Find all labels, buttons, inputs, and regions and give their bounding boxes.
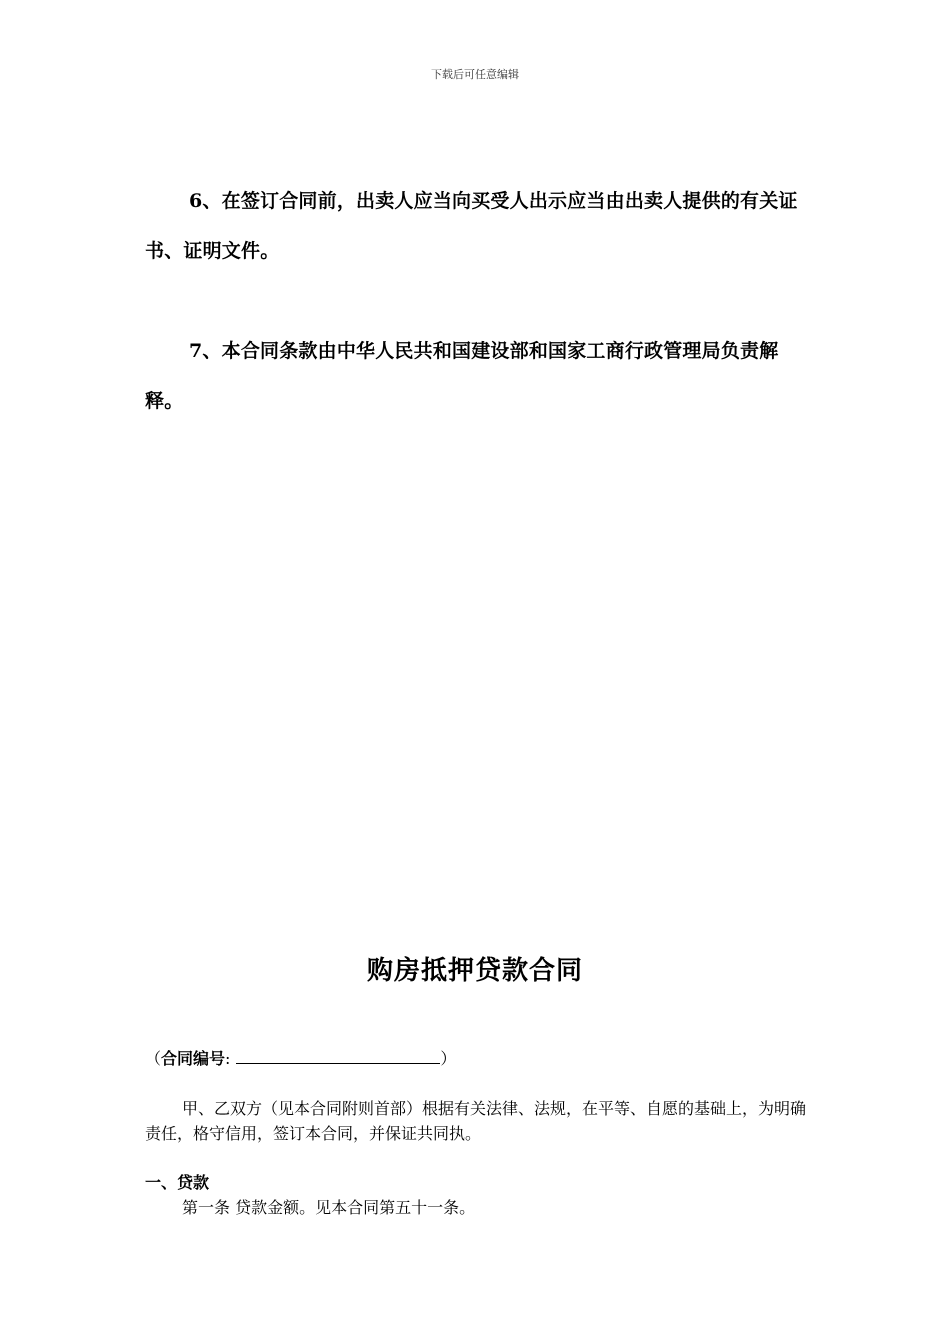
contract-number-open-paren: （: [145, 1049, 162, 1068]
contract-number-blank: [236, 1049, 440, 1064]
contract-preamble: 甲、乙双方（见本合同附则首部）根据有关法律、法规，在平等、自愿的基础上，为明确责任，格守信用，签订本合同，并保证共同执。: [145, 1099, 807, 1143]
contract-number-colon: :: [225, 1049, 231, 1068]
clause-6: 6、在签订合同前，出卖人应当向买受人出示应当由出卖人提供的有关证书、证明文件。: [145, 190, 798, 262]
contract-number-line: [145, 1046, 456, 1069]
clause-7: 7、本合同条款由中华人民共和国建设部和国家工商行政管理局负责解释。: [145, 340, 779, 412]
header-note: 下载后可任意编辑: [431, 68, 519, 81]
article-1: 第一条 贷款金额。见本合同第五十一条。: [182, 1198, 476, 1217]
contract-title: 购房抵押贷款合同: [366, 956, 583, 986]
contract-number-label: 合同编号: [161, 1049, 226, 1068]
section-heading-loan: 一、贷款: [145, 1173, 210, 1192]
contract-number-close-paren: ）: [440, 1049, 457, 1068]
